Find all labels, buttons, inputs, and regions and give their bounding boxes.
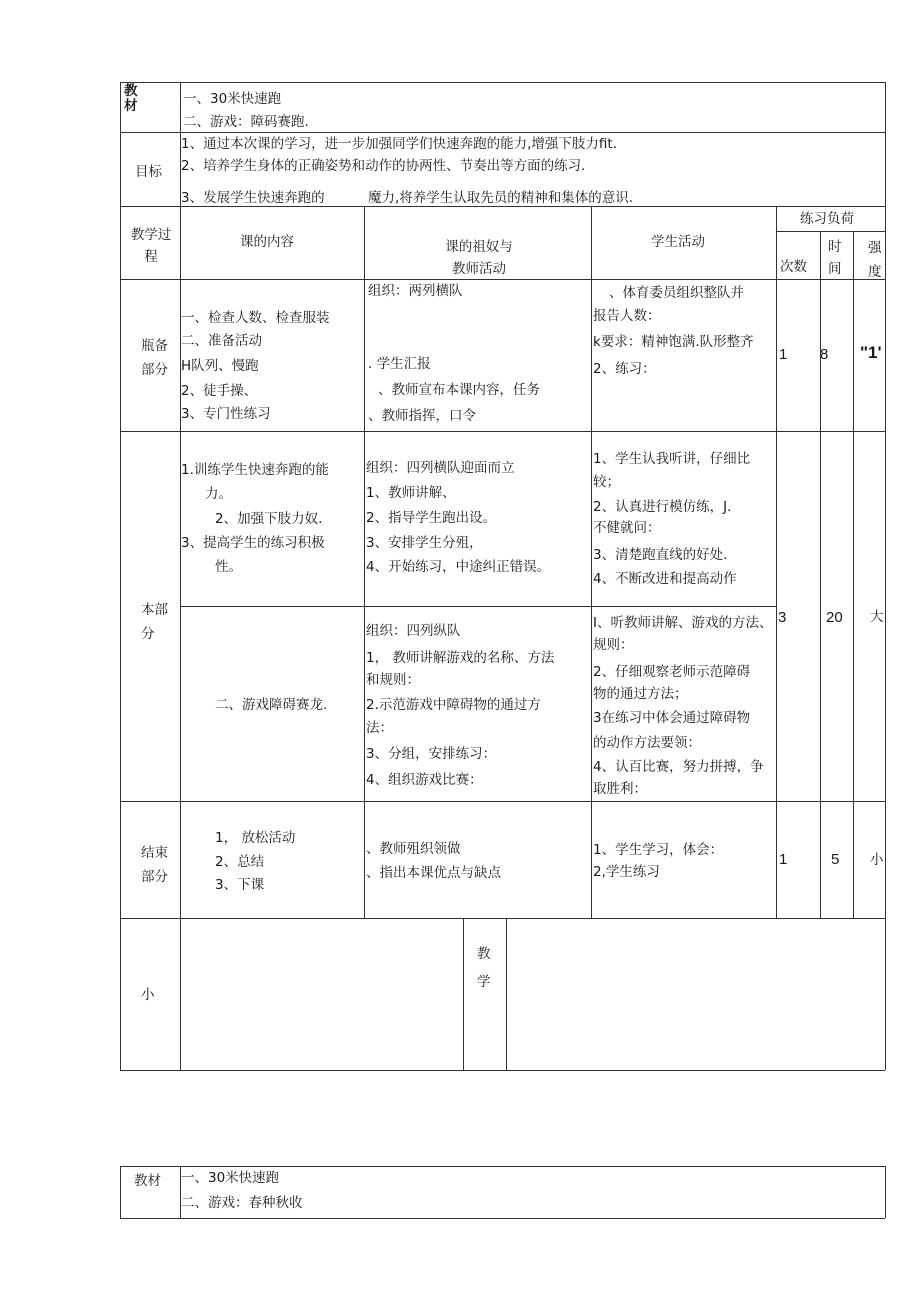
end-intensity: 小 [870, 852, 884, 868]
jiaocai-label: 教 材 [124, 83, 138, 114]
header-student: 学生活动 [651, 234, 705, 250]
table2-item-2: 二、游戏：春种秋收 [181, 1195, 303, 1211]
header-intensity: 强 度 [868, 240, 882, 280]
main-time: 20 [826, 609, 843, 626]
main2-student-4: 物的通过方法； [593, 686, 688, 702]
objective-line-3b: 魔力,将养学生认取先员的精神和集体的意识. [368, 190, 634, 206]
objective-line-3a: 3、发展学生快速奔跑的 [181, 190, 325, 206]
material-item-2: 二、游戏：障码赛跑. [183, 114, 309, 130]
prep-org-3: 、教师宣布本课内容，任务 [378, 382, 540, 398]
prep-content-4: 2、徒手操、 [181, 383, 258, 399]
prep-intensity: "1' [860, 343, 882, 362]
prep-time: 8 [820, 346, 829, 363]
table2-label: 教材 [134, 1173, 161, 1189]
main1-student-1: 1、学生认我听讲，仔细比 [593, 451, 751, 467]
main2-org-1: 组织：四列纵队 [366, 623, 461, 639]
end-student-2: 2,学生练习 [593, 864, 660, 880]
header-time: 时 间 [828, 239, 842, 277]
header-process: 教学过 程 [130, 227, 172, 265]
main2-student-8: 取胜利： [593, 781, 647, 797]
main-intensity: 大 [870, 609, 884, 625]
prep-student-3: k要求：精神饱满.队形整齐 [593, 334, 754, 350]
main1-org-5: 4、开始练习，中途纠正错误。 [366, 559, 551, 575]
main2-student-3: 2、仔细观察老师示范障碍 [593, 664, 751, 680]
main2-student-6: 的动作方法要领： [593, 735, 701, 751]
end-org-1: 、教师殂织领做 [366, 841, 461, 857]
prep-org-1: 组织：两列横队 [368, 283, 463, 299]
end-label: 结束 部分 [141, 845, 168, 885]
prep-label: 瓶备 部分 [141, 338, 168, 378]
main1-org-4: 3、安排学生分殂， [366, 535, 483, 551]
objective-line-1: 1、通过本次课的学习，进一步加强同学们快速奔跑的能力,增强下肢力fit. [181, 136, 617, 152]
header-load: 练习负荷 [800, 211, 854, 227]
end-student-1: 1、学生学习，体会： [593, 842, 724, 858]
prep-org-4: 、教师指挥，口令 [368, 408, 476, 424]
main1-student-3: 2、认真进行模仿练，J. [593, 499, 732, 515]
prep-student-4: 2、练习： [593, 361, 656, 377]
prep-student-2: 报告人数： [593, 308, 661, 324]
main2-org-6: 3、分组，安排练习： [366, 746, 497, 762]
header-count: 次数 [780, 259, 807, 275]
main1-content-1: 1.训练学生快速奔跑的能 [181, 462, 329, 478]
main1-org-3: 2、指导学生跑出设。 [366, 510, 497, 526]
main2-content-1: 二、游戏障碍赛龙. [215, 697, 328, 713]
main2-org-4: 2.示范游戏中障碍物的通过方 [366, 697, 541, 713]
main-label: 本部 分 [141, 602, 168, 642]
prep-student-1: 、体育委员组织整队并 [609, 285, 744, 301]
header-org: 课的祖奴与 教师活动 [445, 239, 513, 277]
end-content-3: 3、下课 [215, 877, 265, 893]
prep-content-3: H队列、慢跑 [181, 358, 259, 374]
main1-content-4: 3、提高学生的练习积极 [181, 535, 325, 551]
prep-content-5: 3、专门性练习 [181, 406, 271, 422]
main2-student-2: 规则： [593, 637, 634, 653]
end-content-2: 2、总结 [215, 854, 265, 870]
objective-line-2: 2、培养学生身体的正确姿势和动作的协两性、节奏出等方面的练习. [181, 158, 586, 174]
main2-student-1: I、听教师讲解、游戏的方法、 [593, 615, 773, 631]
main2-org-3: 和规则： [366, 672, 420, 688]
main2-org-2: 1， 教师讲解游戏的名称、方法 [366, 650, 555, 666]
main1-org-1: 组织：四列横队迎面而立 [366, 460, 515, 476]
main1-student-6: 4、不断改进和提高动作 [593, 571, 737, 587]
summary-label: 小 [141, 987, 155, 1003]
main1-student-5: 3、清楚跑直线的好处. [593, 547, 728, 563]
end-count: 1 [779, 851, 788, 868]
header-content: 课的内容 [240, 234, 294, 250]
main2-org-5: 法： [366, 720, 393, 736]
prep-org-2: . 学生汇报 [368, 356, 431, 372]
end-content-1: 1， 放松活动 [215, 830, 296, 846]
main-count: 3 [778, 609, 787, 626]
main1-content-3: 2、加强下肢力奴. [215, 511, 323, 527]
objective-label: 目标 [135, 164, 162, 180]
main1-org-2: 1、教师讲解、 [366, 485, 456, 501]
main1-student-2: 较； [593, 474, 620, 490]
teaching-label: 教 学 [477, 946, 491, 990]
main2-org-7: 4、组织游戏比赛： [366, 772, 483, 788]
end-org-2: 、指出本课优点与缺点 [366, 865, 501, 881]
prep-content-1: 一、检查人数、检查服装 [181, 310, 330, 326]
end-time: 5 [831, 851, 840, 868]
table2-item-1: 一、30米快速跑 [181, 1170, 280, 1186]
main2-student-7: 4、认百比赛，努力拼搏，争 [593, 759, 764, 775]
main1-student-4: 不健就问： [593, 520, 661, 536]
main2-student-5: 3在练习中体会通过障碍物 [593, 710, 751, 726]
prep-content-2: 二、准备活动 [181, 333, 262, 349]
prep-count: 1 [779, 346, 788, 363]
material-item-1: 一、30米快速跑 [183, 91, 282, 107]
main1-content-5: 性。 [215, 559, 242, 575]
main1-content-2: 力。 [205, 486, 232, 502]
